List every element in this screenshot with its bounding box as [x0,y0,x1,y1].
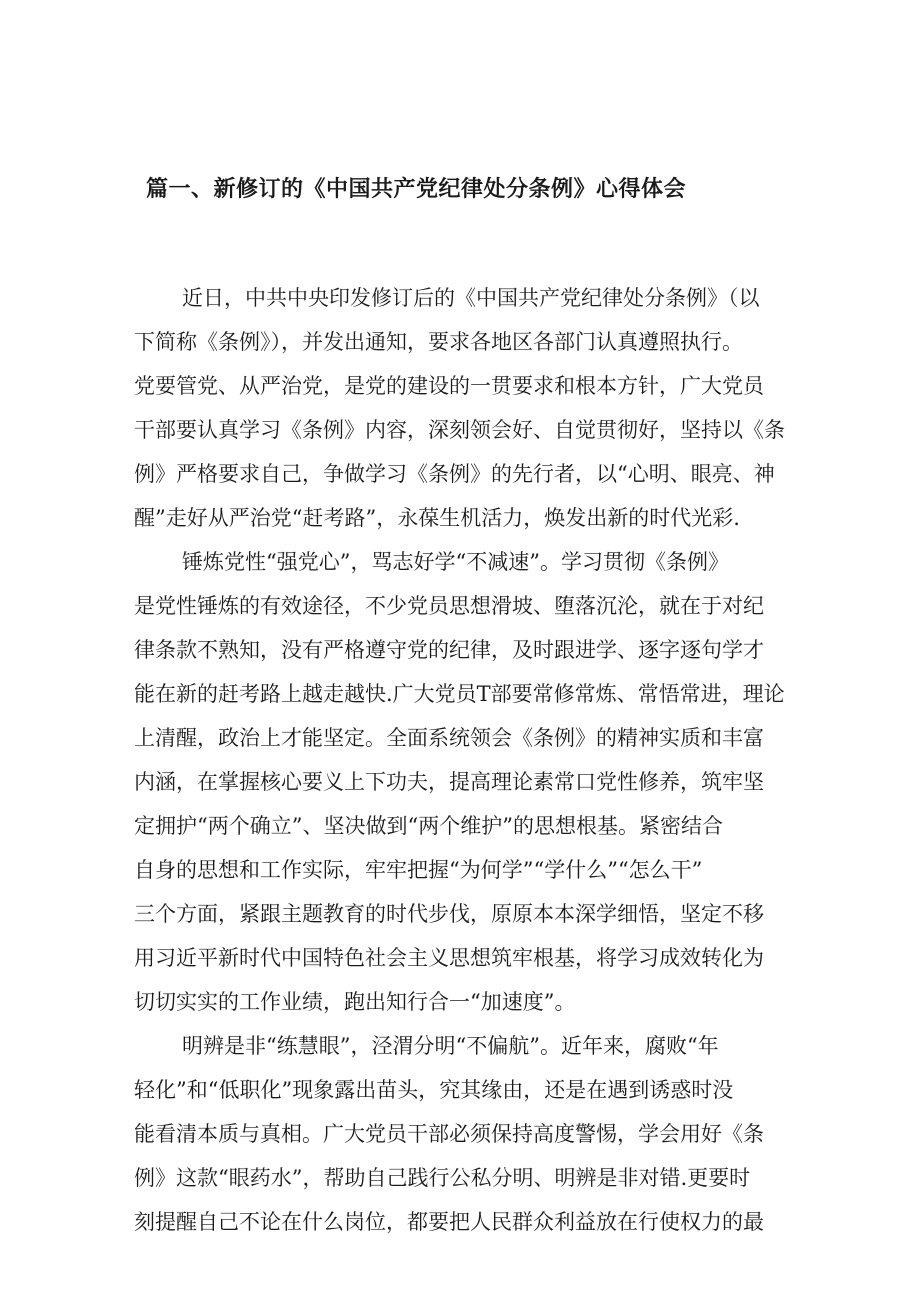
paragraph-3 [134,1024,794,1244]
text-line: 能看清本质与真相。广大党员干部必须保持高度警惕，学会用好《条 [134,1122,764,1146]
text-line: 例》这款“眼药水”，帮助自己践行公私分明、明辨是非对错.更要时 [134,1166,751,1190]
paragraph-1 [134,276,794,540]
text-line: 能在新的赶考路上越走越快.广大党员T部要常修常炼、常悟常进，理论 [134,682,785,706]
text-line: 用习近平新时代中国特色社会主义思想筑牢根基，将学习成效转化为 [134,946,764,970]
text-line: 轻化”和“低职化”现象露出苗头，究其缘由，还是在遇到诱惑时没 [134,1078,734,1102]
text-line: 内涵，在掌握核心要义上下功夫，提高理论素常口党性修养，筑牢坚 [134,770,764,794]
text-line: 下简称《条例》），并发出通知，要求各地区各部门认真遵照执行。 [134,330,743,354]
text-line: 近日，中共中央印发修订后的《中国共产党纪律处分条例》（以 [182,286,760,310]
text-line: 定拥护“两个确立”、坚决做到“两个维护”的思想根基。紧密结合 [134,814,723,838]
text-line: 锤炼党性“强党心”，骂志好学“不减速”。学习贯彻《条例》 [182,550,729,574]
text-line: 干部要认真学习《条例》内容，深刻领会好、自觉贯彻好，坚持以《条 [134,418,785,442]
text-line: 自身的思想和工作实际，牢牢把握“为何学”“学什么”“怎么干” [134,858,703,882]
text-line: 上清醒，政治上才能坚定。全面系统领会《条例》的精神实质和丰富 [134,726,764,750]
document-title: 篇一、新修订的《中国共产党纪律处分条例》心得体会 [146,177,687,202]
text-line: 党要管党、从严治党，是党的建设的一贯要求和根本方针，广大党员 [134,374,764,398]
text-line: 律条款不熟知，没有严格遵守党的纪律，及时跟进学、逐字逐句学才 [134,638,764,662]
text-line: 切切实实的工作业绩，跑出知行合一“加速度”。 [134,990,576,1014]
text-line: 明辨是非“练慧眼”，泾渭分明“不偏航”。近年来，腐败“年 [182,1034,719,1058]
text-line: 例》严格要求自己，争做学习《条例》的先行者，以“心明、眼亮、神 [134,462,775,486]
document-body [134,276,794,1244]
text-line: 醒”走好从严治党“赶考路”，永葆生机活力，焕发出新的时代光彩. [134,506,740,530]
text-line: 是党性锤炼的有效途径，不少党员思想滑坡、堕落沉沦，就在于对纪 [134,594,764,618]
text-line: 三个方面，紧跟主题教育的时代步伐，原原本本深学细悟，坚定不移 [134,902,764,926]
paragraph-2 [134,540,794,1024]
text-line: 刻提醒自己不论在什么岗位，都要把人民群众利益放在行使权力的最 [134,1210,764,1234]
